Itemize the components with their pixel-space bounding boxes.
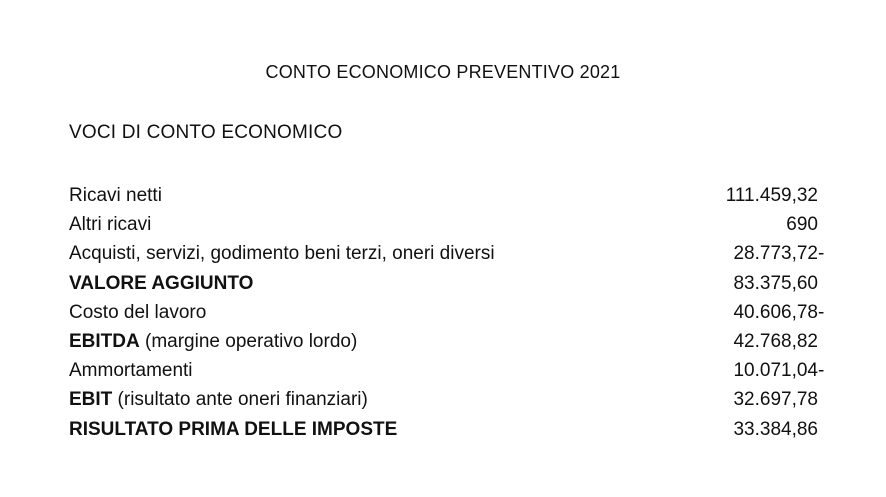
row-label: [69, 385, 368, 414]
table-row: [69, 210, 829, 239]
row-label-text: Ammortamenti: [69, 360, 193, 382]
row-amount: 83.375,60: [733, 272, 818, 294]
table-row: [69, 385, 829, 414]
table-row: [69, 415, 829, 444]
row-label-text: Altri ricavi: [69, 214, 152, 236]
row-amount: 33.384,86: [733, 418, 818, 440]
row-label-text: Costo del lavoro: [69, 301, 207, 323]
section-heading: VOCI DI CONTO ECONOMICO: [69, 122, 343, 143]
row-amount: 690: [786, 214, 818, 236]
row-amount: 10.071,04: [733, 360, 818, 382]
row-label-text: Acquisti, servizi, godimento beni terzi, oneri diversi: [69, 243, 495, 265]
table-row: [69, 327, 829, 356]
row-value: [726, 181, 829, 210]
row-amount: 111.459,32: [725, 185, 818, 206]
table-row: [69, 239, 829, 268]
row-sign: -: [818, 243, 825, 265]
row-value: [733, 356, 829, 385]
document-title: CONTO ECONOMICO PREVENTIVO 2021: [265, 62, 621, 82]
row-label-text: Ricavi netti: [69, 185, 162, 206]
row-label: [69, 356, 193, 385]
row-value: [786, 210, 829, 239]
row-label: [69, 415, 397, 444]
row-value: [733, 385, 829, 414]
row-value: [733, 269, 829, 298]
row-value: [733, 239, 829, 268]
row-label-text: (margine operativo lordo): [139, 330, 358, 352]
row-value: [733, 327, 829, 356]
row-label-bold: EBITDA: [69, 330, 140, 352]
row-label: [69, 210, 151, 239]
row-sign: -: [818, 301, 825, 323]
row-label-text: (risultato ante oneri finanziari): [112, 389, 368, 411]
row-label-bold: VALORE AGGIUNTO: [69, 272, 254, 294]
income-statement-table: [69, 181, 829, 444]
row-amount: 28.773,72: [733, 243, 818, 265]
row-label: [69, 298, 206, 327]
row-label-bold: RISULTATO PRIMA DELLE IMPOSTE: [69, 418, 398, 440]
row-label: [69, 181, 162, 210]
row-amount: 32.697,78: [733, 389, 818, 411]
row-amount: 42.768,82: [733, 330, 818, 352]
row-value: [733, 415, 829, 444]
row-value: [733, 298, 829, 327]
row-label-bold: EBIT: [69, 389, 113, 411]
row-amount: 40.606,78: [733, 301, 818, 323]
table-row: [69, 269, 829, 298]
table-row: [69, 181, 829, 210]
table-row: [69, 356, 829, 385]
row-sign: -: [818, 360, 825, 382]
row-label: [69, 327, 357, 356]
table-row: [69, 298, 829, 327]
row-label: [69, 239, 495, 268]
row-label: [69, 269, 253, 298]
